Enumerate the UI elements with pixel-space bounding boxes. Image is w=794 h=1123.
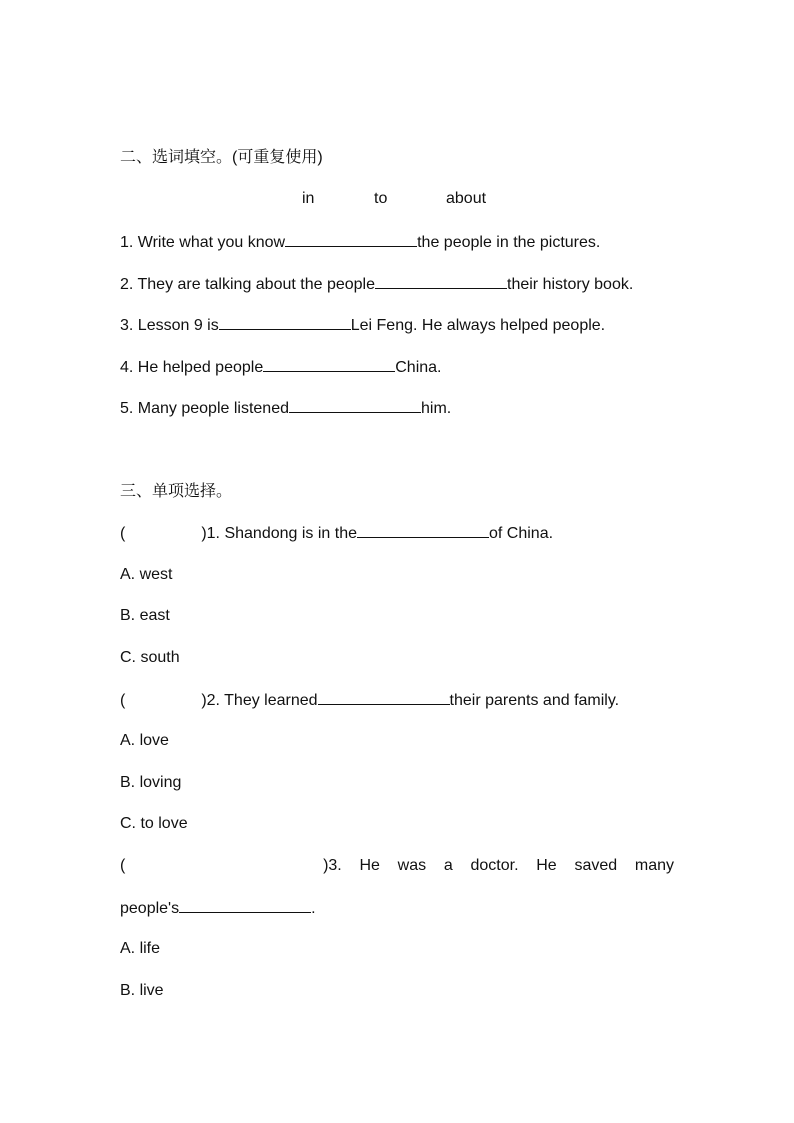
q1-option-c: C. south <box>120 649 180 666</box>
question-3-line2: people's . <box>120 900 316 917</box>
answer-blank[interactable] <box>179 898 311 913</box>
question-2: ( )2. They learned their parents and family. <box>120 692 620 709</box>
question-1: ( )1. Shandong is in the of China. <box>120 525 554 542</box>
q2-option-c: C. to love <box>120 815 188 832</box>
word-bank-item: to <box>374 190 388 207</box>
section2-heading: 二、选词填空。(可重复使用) <box>120 149 323 166</box>
q3-option-a: A. life <box>120 940 161 957</box>
word-bank-item: about <box>446 190 487 207</box>
fill-item-1: 1. Write what you know the people in the pictures. <box>120 234 601 251</box>
q1-option-b: B. east <box>120 607 170 624</box>
fill-item-4: 4. He helped people China. <box>120 359 442 376</box>
fill-item-5: 5. Many people listened him. <box>120 400 452 417</box>
q2-option-a: A. love <box>120 732 169 749</box>
answer-blank[interactable] <box>263 357 395 372</box>
question-3-line1: ( )3. He was a doctor. He saved many <box>120 857 674 874</box>
answer-blank[interactable] <box>219 315 351 330</box>
answer-blank[interactable] <box>318 690 450 705</box>
answer-blank[interactable] <box>375 274 507 289</box>
word-bank-item: in <box>302 190 315 207</box>
word-bank <box>0 190 794 210</box>
answer-blank[interactable] <box>285 232 417 247</box>
section3-heading: 三、单项选择。 <box>120 483 233 500</box>
fill-item-3: 3. Lesson 9 is Lei Feng. He always helped people. <box>120 317 606 334</box>
q1-option-a: A. west <box>120 566 173 583</box>
answer-blank[interactable] <box>357 523 489 538</box>
answer-blank[interactable] <box>289 398 421 413</box>
q3-option-b: B. live <box>120 982 164 999</box>
fill-item-2: 2. They are talking about the people their history book. <box>120 276 634 293</box>
q2-option-b: B. loving <box>120 774 182 791</box>
